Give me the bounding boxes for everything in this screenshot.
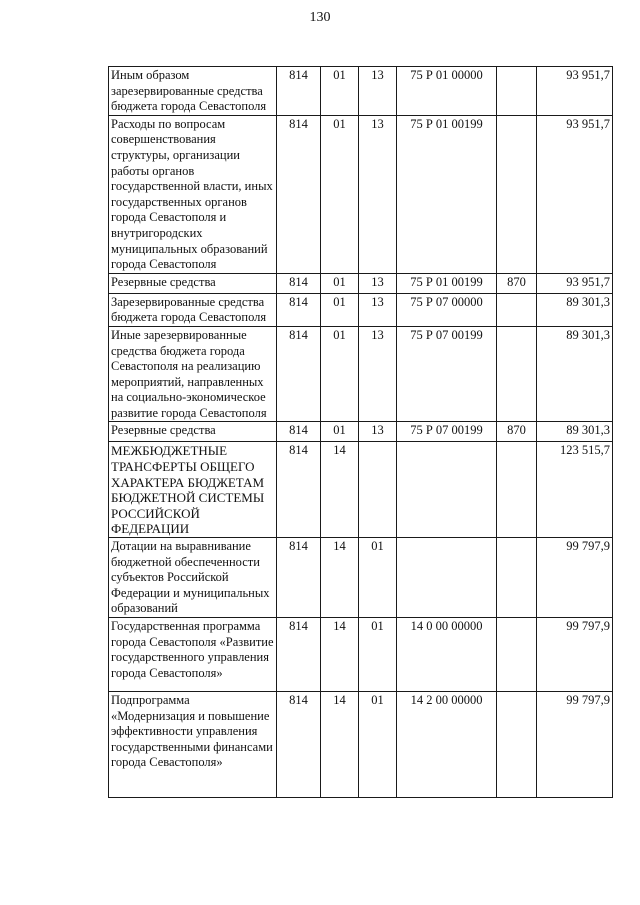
- target-article-code: 14 0 00 00000: [397, 618, 497, 692]
- target-article-code: [397, 538, 497, 618]
- expense-type-code: [497, 115, 537, 273]
- target-article-code: 75 Р 07 00199: [397, 422, 497, 442]
- admin-code: 814: [277, 293, 321, 326]
- amount: 89 301,3: [537, 293, 613, 326]
- target-article-code: 14 2 00 00000: [397, 692, 497, 798]
- target-article-code: [397, 442, 497, 538]
- expense-name: Дотации на выравнивание бюджетной обеспеченности субъектов Российской Федерации и муниципальных образований: [109, 538, 277, 618]
- table-row: [109, 293, 613, 326]
- section-code: 01: [321, 293, 359, 326]
- expense-type-code: [497, 618, 537, 692]
- amount: 89 301,3: [537, 326, 613, 422]
- table-row: [109, 442, 613, 538]
- section-code: 01: [321, 422, 359, 442]
- subsection-code: 01: [359, 618, 397, 692]
- expense-type-code: [497, 293, 537, 326]
- target-article-code: 75 Р 07 00199: [397, 326, 497, 422]
- table-row: [109, 618, 613, 692]
- expense-name: МЕЖБЮДЖЕТНЫЕ ТРАНСФЕРТЫ ОБЩЕГО ХАРАКТЕРА БЮДЖЕТАМ БЮДЖЕТНОЙ СИСТЕМЫ РОССИЙСКОЙ ФЕДЕРАЦИИ: [109, 442, 277, 538]
- table-row: [109, 115, 613, 273]
- admin-code: 814: [277, 115, 321, 273]
- expense-type-code: 870: [497, 422, 537, 442]
- budget-table: [108, 66, 613, 798]
- expense-name: Государственная программа города Севастополя «Развитие государственного управления города Севастополя»: [109, 618, 277, 692]
- expense-name: Иные зарезервированные средства бюджета города Севастополя на реализацию мероприятий, направленных на социально-экономическое развитие города Севастополя: [109, 326, 277, 422]
- table-row: [109, 422, 613, 442]
- subsection-code: 13: [359, 326, 397, 422]
- admin-code: 814: [277, 273, 321, 293]
- subsection-code: 13: [359, 293, 397, 326]
- amount: 99 797,9: [537, 692, 613, 798]
- target-article-code: 75 Р 07 00000: [397, 293, 497, 326]
- subsection-code: 01: [359, 538, 397, 618]
- target-article-code: 75 Р 01 00199: [397, 115, 497, 273]
- admin-code: 814: [277, 326, 321, 422]
- subsection-code: 13: [359, 422, 397, 442]
- admin-code: 814: [277, 422, 321, 442]
- expense-type-code: [497, 67, 537, 116]
- expense-type-code: [497, 538, 537, 618]
- amount: 93 951,7: [537, 67, 613, 116]
- amount: 89 301,3: [537, 422, 613, 442]
- expense-type-code: [497, 692, 537, 798]
- section-code: 14: [321, 442, 359, 538]
- subsection-code: 01: [359, 692, 397, 798]
- section-code: 01: [321, 67, 359, 116]
- expense-name: Расходы по вопросам совершенствования структуры, организации работы органов государственной власти, иных государственных органов города Севастополя и внутригородских муниципальных образований города Севастополя: [109, 115, 277, 273]
- section-code: 14: [321, 538, 359, 618]
- expense-name: Иным образом зарезервированные средства бюджета города Севастополя: [109, 67, 277, 116]
- admin-code: 814: [277, 618, 321, 692]
- amount: 93 951,7: [537, 115, 613, 273]
- amount: 99 797,9: [537, 538, 613, 618]
- section-code: 14: [321, 618, 359, 692]
- expense-type-code: 870: [497, 273, 537, 293]
- subsection-code: 13: [359, 67, 397, 116]
- section-code: 01: [321, 326, 359, 422]
- expense-type-code: [497, 326, 537, 422]
- amount: 93 951,7: [537, 273, 613, 293]
- table-row: [109, 67, 613, 116]
- target-article-code: 75 Р 01 00000: [397, 67, 497, 116]
- section-code: 14: [321, 692, 359, 798]
- page-number: 130: [309, 10, 331, 25]
- subsection-code: [359, 442, 397, 538]
- table-row: [109, 538, 613, 618]
- admin-code: 814: [277, 442, 321, 538]
- expense-type-code: [497, 442, 537, 538]
- table-row: [109, 273, 613, 293]
- section-code: 01: [321, 273, 359, 293]
- amount: 123 515,7: [537, 442, 613, 538]
- admin-code: 814: [277, 67, 321, 116]
- subsection-code: 13: [359, 273, 397, 293]
- table-row: [109, 692, 613, 798]
- target-article-code: 75 Р 01 00199: [397, 273, 497, 293]
- expense-name: Подпрограмма «Модернизация и повышение эффективности управления государственными финансами города Севастополя»: [109, 692, 277, 798]
- admin-code: 814: [277, 538, 321, 618]
- section-code: 01: [321, 115, 359, 273]
- expense-name: Зарезервированные средства бюджета города Севастополя: [109, 293, 277, 326]
- admin-code: 814: [277, 692, 321, 798]
- expense-name: Резервные средства: [109, 422, 277, 442]
- table-row: [109, 326, 613, 422]
- amount: 99 797,9: [537, 618, 613, 692]
- subsection-code: 13: [359, 115, 397, 273]
- expense-name: Резервные средства: [109, 273, 277, 293]
